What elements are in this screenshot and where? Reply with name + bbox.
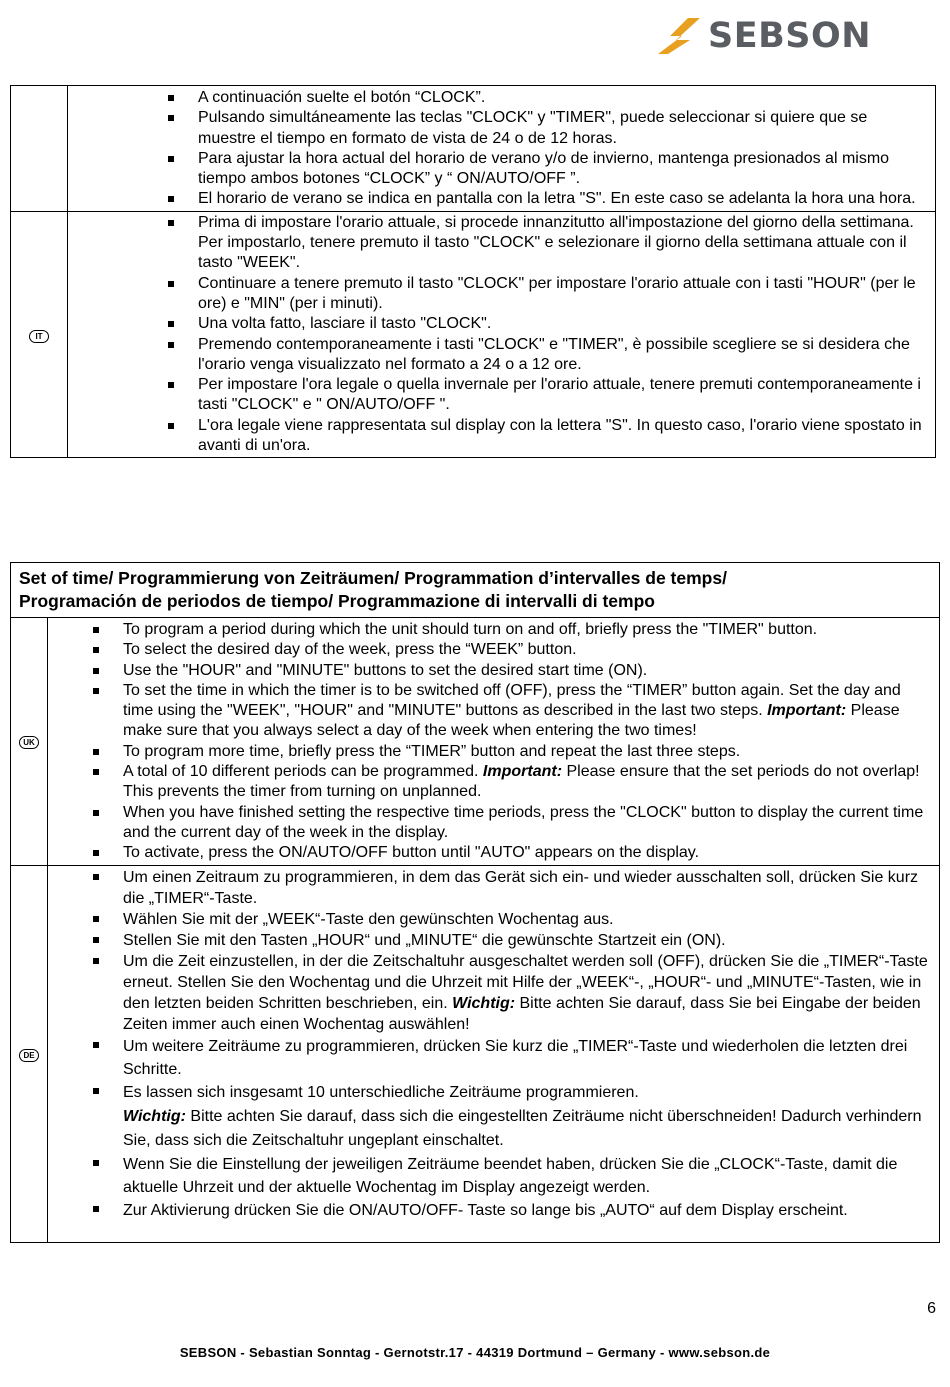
list-item: To program a period during which the unit should turn on and off, briefly press the "TIMER" button. xyxy=(123,620,931,640)
flag-badge-uk: UK xyxy=(19,736,39,749)
list-item: Per impostare l'ora legale o quella invernale per l'orario attuale, tenere premuti contemporaneamente i tasti "CLOCK" e " ON/AUTO/OFF ". xyxy=(198,375,925,416)
item-text: Please ensure that the set periods do not overlap! This prevents the timer from turning on unplanned. xyxy=(123,763,920,801)
brand-logo xyxy=(656,14,886,58)
list-item: Use the "HOUR" and "MINUTE" buttons to set the desired start time (ON). xyxy=(123,661,931,681)
list-item: To activate, press the ON/AUTO/OFF button until "AUTO" appears on the display. xyxy=(123,843,931,863)
item-text: Bitte achten Sie darauf, dass sich die eingestellten Zeiträume nicht überschneiden! Dadurch verhindern Sie, dass sich die Zeitschaltuhr ungeplant einschaltet. xyxy=(123,1107,922,1149)
item-text: Es lassen sich insgesamt 10 unterschiedliche Zeiträume programmieren. xyxy=(123,1083,639,1101)
list-item xyxy=(123,681,931,742)
list-item: L'ora legale viene rappresentata sul display con la lettera "S". In questo caso, l'orario viene spostato in avanti di un'ora. xyxy=(198,416,925,457)
list-item: Um einen Zeitraum zu programmieren, in dem das Gerät sich ein- und wieder ausschalten soll, drücken Sie kurz die „TIMER“-Taste. xyxy=(123,867,931,909)
table-row xyxy=(11,211,936,458)
page-footer: SEBSON - Sebastian Sonntag - Gernotstr.17 - 44319 Dortmund – Germany - www.sebson.de xyxy=(179,1345,771,1360)
list-item: Para ajustar la hora actual del horario de verano y/o de invierno, mantenga presionados al mismo tiempo ambos botones “CLOCK” y “ ON/AUTO/OFF ”. xyxy=(198,149,925,190)
list-item: Wenn Sie die Einstellung der jeweiligen Zeiträume beendet haben, drücken Sie die „CLOCK“-Taste, damit die aktuelle Uhrzeit und der aktuelle Wochentag im Display angezeigt werden. xyxy=(123,1153,931,1199)
list-item xyxy=(123,1081,931,1153)
list-item: Premendo contemporaneamente i tasti "CLOCK" e "TIMER", è possibile scegliere se si desidera che l'orario venga visualizzato nel formato a 24 o a 12 ore. xyxy=(198,335,925,376)
content-cell xyxy=(68,211,936,458)
list-item: Pulsando simultáneamente las teclas "CLOCK" y "TIMER", puede seleccionar si quiere que se muestre el tiempo en formato de vista de 24 o de 12 horas. xyxy=(198,108,925,149)
content-cell xyxy=(68,86,936,212)
flag-cell xyxy=(11,86,68,212)
item-text: Please make sure that you always select a day of the week when entering the two times! xyxy=(123,702,900,740)
bullet-list xyxy=(68,88,935,210)
list-item: A continuación suelte el botón “CLOCK”. xyxy=(198,88,925,108)
flag-cell xyxy=(11,618,48,866)
content-cell xyxy=(48,618,940,866)
list-item: Stellen Sie mit den Tasten „HOUR“ und „MINUTE“ die gewünschte Startzeit ein (ON). xyxy=(123,930,931,951)
list-item: Continuare a tenere premuto il tasto "CLOCK" per impostare l'orario attuale con i tasti "HOUR" (per le ore) e "MIN" (per i minuti). xyxy=(198,274,925,315)
list-item xyxy=(123,762,931,803)
list-item: To select the desired day of the week, press the “WEEK” button. xyxy=(123,640,931,660)
flag-badge-de: DE xyxy=(19,1049,39,1062)
item-text: To set the time in which the timer is to be switched off (OFF), press the “TIMER” button again. Set the day and time using the "WEEK", "HOUR" and "MINUTE" buttons as described in the last two steps. xyxy=(123,681,901,720)
item-text: Um die Zeit einzustellen, in der die Zeitschaltuhr ausgeschaltet werden soll (OFF), drücken Sie die „TIMER“-Taste erneut. Stellen Sie den Wochentag und die Uhrzeit mit Hilfe der „WEEK“-, „HOUR“- und „MINUTE“-Tasten, wie in den letzten beiden Schritten beschrieben, ein. xyxy=(123,952,928,1012)
flag-cell xyxy=(11,211,68,458)
important-label: Wichtig: xyxy=(452,994,516,1012)
list-item: El horario de verano se indica en pantalla con la letra "S". En este caso se adelanta la hora una hora. xyxy=(198,189,925,209)
important-label: Wichtig: xyxy=(123,1107,186,1125)
title-row xyxy=(11,563,940,618)
brand-chevron-icon xyxy=(656,16,702,56)
important-label: Important: xyxy=(482,763,563,781)
list-item: Una volta fatto, lasciare il tasto "CLOCK". xyxy=(198,314,925,334)
table-row xyxy=(11,865,940,1242)
bullet-list xyxy=(48,867,939,1222)
section-title-line-1: Set of time/ Programmierung von Zeiträumen/ Programmation d’intervalles de temps/ xyxy=(19,568,727,588)
list-item: Um weitere Zeiträume zu programmieren, drücken Sie kurz die „TIMER“-Taste und wiederholen die letzten drei Schritte. xyxy=(123,1035,931,1081)
item-text: A total of 10 different periods can be programmed. xyxy=(123,763,483,781)
list-item: When you have finished setting the respective time periods, press the "CLOCK" button to display the current time and the current day of the week in the display. xyxy=(123,803,931,844)
important-label: Important: xyxy=(767,702,847,720)
flag-badge-it: IT xyxy=(29,330,49,343)
list-item: To program more time, briefly press the “TIMER” button and repeat the last three steps. xyxy=(123,742,931,762)
bullet-list xyxy=(68,213,935,457)
page-number: 6 xyxy=(927,1300,936,1317)
list-item xyxy=(123,951,931,1035)
section-title xyxy=(11,563,940,618)
list-item: Zur Aktivierung drücken Sie die ON/AUTO/OFF- Taste so lange bis „AUTO“ auf dem Display erscheint. xyxy=(123,1199,931,1222)
section-title-line-2: Programación de periodos de tiempo/ Programmazione di intervalli di tempo xyxy=(19,591,655,611)
instructions-table-2 xyxy=(10,562,940,1243)
list-item: Wählen Sie mit der „WEEK“-Taste den gewünschten Wochentag aus. xyxy=(123,909,931,930)
flag-cell xyxy=(11,865,48,1242)
list-item: Prima di impostare l'orario attuale, si procede innanzitutto all'impostazione del giorno della settimana. Per impostarlo, tenere premuto il tasto "CLOCK" e selezionare il giorno della settimana attuale con il tasto "WEEK". xyxy=(198,213,925,274)
item-text: Bitte achten Sie darauf, dass Sie bei Eingabe der beiden Zeiten immer auch einen Wochentag auswählen! xyxy=(123,994,921,1033)
table-row xyxy=(11,618,940,866)
brand-name: SEBSON xyxy=(708,16,872,56)
table-row xyxy=(11,86,936,212)
instructions-table-1 xyxy=(10,85,936,458)
content-cell xyxy=(48,865,940,1242)
bullet-list xyxy=(48,620,939,864)
